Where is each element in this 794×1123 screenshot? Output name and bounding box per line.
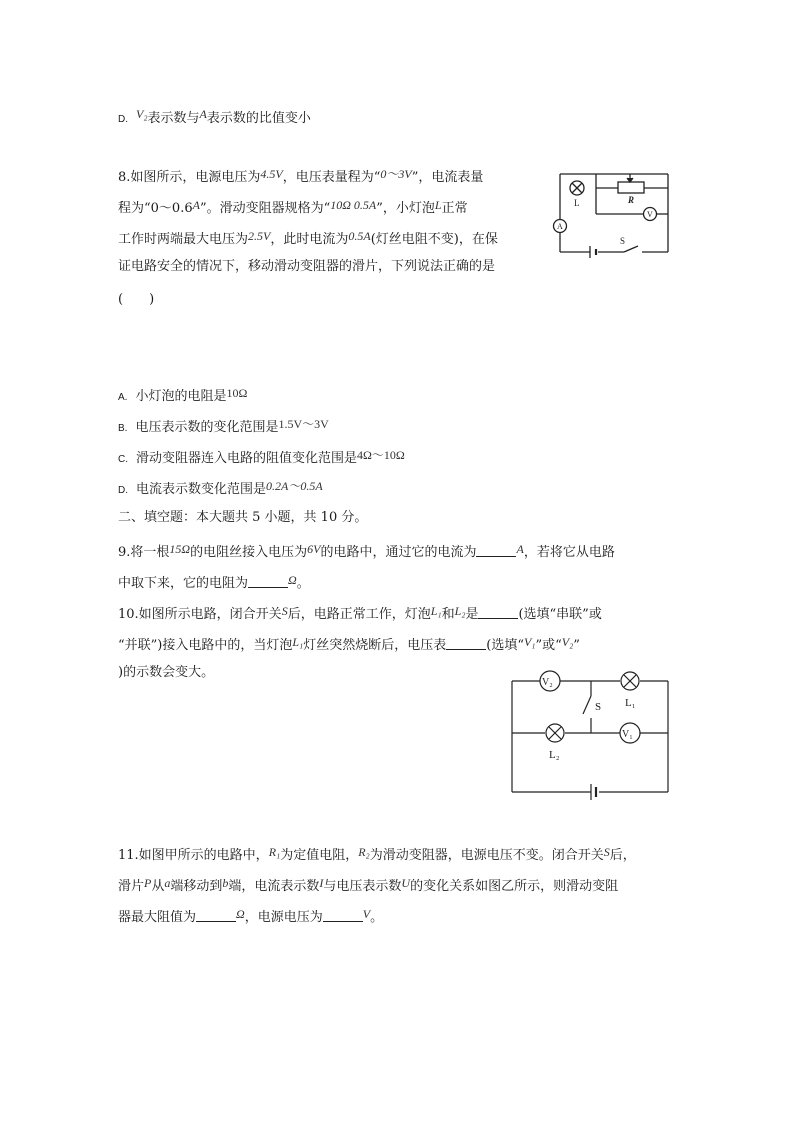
math: b bbox=[222, 876, 229, 890]
math: V₂ bbox=[561, 635, 574, 649]
q11-line-2 bbox=[118, 873, 618, 897]
answer-blank[interactable] bbox=[323, 909, 363, 922]
text: ，电源电压为 bbox=[244, 910, 323, 925]
text: ”，小灯泡 bbox=[376, 201, 435, 216]
text: 证电路安全的情况下，移动滑动变阻器的滑片，下列说法正确的是 bbox=[118, 259, 496, 274]
text: 后， bbox=[609, 848, 636, 863]
q8-option-b bbox=[118, 414, 329, 439]
q8-line-2 bbox=[118, 195, 468, 219]
section-title: 二、填空题：本大题共 5 小题，共 10 分。 bbox=[118, 510, 368, 525]
q8-circuit-figure bbox=[550, 168, 675, 260]
text: 9.将一根 bbox=[118, 545, 170, 560]
q11-line-3 bbox=[118, 904, 383, 928]
q10-line-3 bbox=[118, 663, 214, 683]
switch-label: S bbox=[595, 701, 602, 713]
text: (选填“串联”或 bbox=[518, 607, 602, 622]
option-text: 滑动变阻器连入电路的阻值变化范围是 bbox=[136, 451, 358, 466]
q8-line-1 bbox=[118, 164, 483, 188]
math: a bbox=[164, 876, 171, 890]
text: 的变化关系如图乙所示，则滑动变阻 bbox=[410, 879, 619, 894]
math: Ω bbox=[288, 573, 297, 587]
text: 。 bbox=[296, 576, 310, 591]
fig-label-r: R bbox=[628, 195, 635, 205]
option-label: A. bbox=[118, 392, 128, 403]
text: )的示数会变大。 bbox=[118, 665, 215, 680]
answer-blank[interactable] bbox=[476, 544, 516, 557]
text: 程为“0～0.6 bbox=[118, 201, 193, 216]
math: S bbox=[281, 604, 288, 618]
text: 端，电流表示数 bbox=[228, 879, 320, 894]
text: 端移动到 bbox=[170, 879, 223, 894]
option-label: C. bbox=[118, 454, 128, 465]
text: 为滑动变阻器，电源电压不变。闭合开关 bbox=[369, 848, 604, 863]
math: 0.2A～0.5A bbox=[266, 479, 323, 493]
q8-option-d bbox=[118, 476, 323, 501]
q8-option-c bbox=[118, 445, 405, 470]
math: 4Ω～10Ω bbox=[357, 448, 405, 462]
math: R₂ bbox=[358, 845, 370, 859]
q8-answer-paren bbox=[118, 290, 154, 310]
switch-label: S bbox=[620, 236, 626, 246]
q10-circuit-figure bbox=[505, 670, 675, 805]
text: ，此时电流为 bbox=[270, 232, 349, 247]
text: ，若将它从电路 bbox=[523, 545, 615, 560]
math: L₂ bbox=[454, 604, 466, 618]
option-text: 电流表示数变化范围是 bbox=[136, 482, 267, 497]
section-heading bbox=[118, 508, 367, 528]
math: U bbox=[401, 876, 411, 890]
math: Ω bbox=[236, 907, 245, 921]
text: “并联”)接入电路中的，当灯泡 bbox=[118, 638, 293, 653]
math: L₁ bbox=[430, 604, 442, 618]
math: A bbox=[192, 198, 200, 212]
text: 与电压表示数 bbox=[323, 879, 402, 894]
option-text: 电压表示数的变化范围是 bbox=[135, 420, 279, 435]
text: 的电路中，通过它的电流为 bbox=[320, 545, 477, 560]
math: 0.5A bbox=[348, 229, 371, 243]
math: A bbox=[516, 542, 524, 556]
text: 和 bbox=[441, 607, 455, 622]
option-label: D. bbox=[118, 114, 128, 125]
text: 器最大阻值为 bbox=[118, 910, 197, 925]
text: 正常 bbox=[441, 201, 468, 216]
math: V₁ bbox=[523, 635, 536, 649]
math-v2: V₂ bbox=[136, 107, 148, 121]
answer-blank[interactable] bbox=[196, 909, 236, 922]
bulb-l2-label: L₂ bbox=[549, 749, 560, 761]
text: 从 bbox=[151, 879, 165, 894]
text: ” bbox=[573, 638, 580, 653]
math: 1.5V～3V bbox=[278, 417, 329, 431]
text: ”，电流表量 bbox=[411, 170, 484, 185]
q10-line-2 bbox=[118, 632, 580, 656]
text: (选填“ bbox=[486, 638, 524, 653]
math: 15Ω bbox=[169, 542, 191, 556]
text: 为定值电阻， bbox=[280, 848, 359, 863]
math: P bbox=[144, 876, 152, 890]
text: ”。滑动变阻器规格为“ bbox=[199, 201, 331, 216]
answer-blank[interactable] bbox=[446, 637, 486, 650]
text: 表示数的比值变小 bbox=[206, 111, 311, 126]
math: L₁ bbox=[292, 635, 304, 649]
q8-line-4 bbox=[118, 257, 495, 277]
text: 滑片 bbox=[118, 879, 145, 894]
text: ，电压表量程为“ bbox=[282, 170, 381, 185]
q9-line-1 bbox=[118, 539, 615, 563]
q8-line-3 bbox=[118, 226, 498, 250]
math-a: A bbox=[199, 107, 207, 121]
ammeter-label: A bbox=[557, 222, 563, 231]
q10-line-1 bbox=[118, 601, 602, 625]
text: (灯丝电阻不变)，在保 bbox=[370, 232, 498, 247]
text: 8.如图所示，电源电压为 bbox=[118, 170, 261, 185]
math: R₁ bbox=[268, 845, 281, 859]
text: 表示数与 bbox=[147, 111, 200, 126]
text: 工作时两端最大电压为 bbox=[118, 232, 249, 247]
text: 。 bbox=[370, 910, 384, 925]
option-label: B. bbox=[118, 423, 128, 434]
math: 4.5V bbox=[260, 167, 283, 181]
text: 11.如图甲所示的电路中， bbox=[118, 848, 269, 863]
math: 0～3V bbox=[380, 167, 412, 181]
math: I bbox=[319, 876, 324, 890]
text: 10.如图所示电路，闭合开关 bbox=[118, 607, 282, 622]
answer-blank[interactable] bbox=[248, 575, 288, 588]
math: 10Ω bbox=[226, 386, 248, 400]
math: 2.5V bbox=[248, 229, 271, 243]
voltmeter-v2-label: V₂ bbox=[542, 677, 553, 688]
fig-label-l: L bbox=[574, 198, 580, 208]
text: ”或“ bbox=[535, 638, 562, 653]
math: V bbox=[362, 907, 371, 921]
text: 灯丝突然烧断后，电压表 bbox=[303, 638, 447, 653]
voltmeter-label: V bbox=[647, 210, 653, 219]
text: 中取下来，它的电阻为 bbox=[118, 576, 249, 591]
q7-option-d bbox=[118, 104, 311, 130]
option-text: 小灯泡的电阻是 bbox=[135, 389, 227, 404]
text: 是 bbox=[465, 607, 479, 622]
answer-blank[interactable] bbox=[478, 606, 518, 619]
math: L bbox=[434, 198, 442, 212]
q11-line-1 bbox=[118, 842, 636, 866]
text: ( ) bbox=[118, 292, 155, 307]
option-label: D. bbox=[118, 485, 128, 496]
math: 10Ω 0.5A bbox=[330, 198, 377, 212]
math: 6V bbox=[307, 542, 321, 556]
q8-option-a bbox=[118, 383, 247, 408]
text: 后，电路正常工作，灯泡 bbox=[287, 607, 431, 622]
bulb-l1-label: L₁ bbox=[625, 697, 636, 709]
math: S bbox=[603, 845, 610, 859]
text: 的电阻丝接入电压为 bbox=[190, 545, 308, 560]
voltmeter-v1-label: V₁ bbox=[622, 729, 633, 740]
q9-line-2 bbox=[118, 570, 310, 594]
